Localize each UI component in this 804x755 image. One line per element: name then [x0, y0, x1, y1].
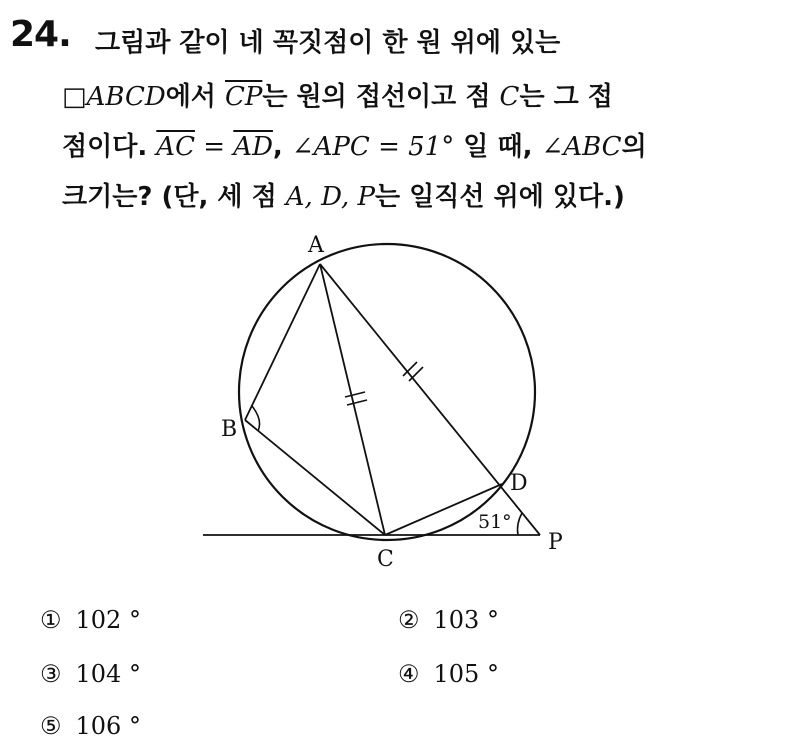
choice-5-value: 106 °	[75, 712, 141, 740]
angle-arc-p	[518, 513, 523, 535]
question-line-3	[62, 126, 647, 163]
question-text-3a: 점이다.	[62, 132, 148, 162]
comma: ,	[272, 132, 283, 162]
label-d: D	[510, 471, 528, 496]
tick-mark-ad-2	[409, 367, 423, 381]
question-line-2	[62, 76, 613, 113]
choice-1[interactable]	[40, 606, 141, 634]
label-a: A	[308, 233, 324, 258]
equals-sign: =	[194, 132, 234, 162]
choice-5-mark: ⑤	[40, 712, 62, 740]
circumscribed-circle	[239, 244, 535, 540]
segment-cp: $\overline{CP}$	[224, 82, 263, 112]
question-text-4b: 는 일직선 위에 있다.)	[375, 182, 625, 212]
quad-name: ABCD	[86, 82, 166, 112]
choice-2-mark: ②	[398, 606, 420, 634]
angle-label-51: 51°	[478, 511, 512, 533]
segment-ac: $\overline{AC}$	[156, 132, 195, 162]
question-text-3c: 일 때,	[463, 132, 533, 162]
label-p: P	[548, 530, 563, 555]
question-number: 24.	[10, 14, 71, 55]
question-line-1	[95, 22, 560, 59]
choice-4-mark: ④	[398, 660, 420, 688]
square-symbol: □	[62, 82, 87, 112]
tick-mark-ac-2	[347, 400, 367, 405]
angle-apc: ∠APC = 51°	[291, 132, 455, 162]
angle-abc: ∠ABC	[541, 132, 622, 162]
label-c: C	[377, 547, 394, 572]
label-b: B	[221, 417, 238, 442]
choice-4-value: 105 °	[433, 660, 499, 688]
question-text-4a: 크기는? (단, 세 점	[62, 182, 277, 212]
choice-1-mark: ①	[40, 606, 62, 634]
choice-3-mark: ③	[40, 660, 62, 688]
tick-mark-ac-1	[345, 392, 365, 397]
geometry-figure	[195, 222, 575, 582]
segment-ad: $\overline{AD}$	[233, 132, 273, 162]
question-text-1: 그림과 같이 네 꼭짓점이 한 원 위에 있는	[95, 28, 561, 58]
collinear-points: A, D, P	[285, 182, 376, 212]
choice-2[interactable]	[398, 606, 499, 634]
choice-3-value: 104 °	[75, 660, 141, 688]
choice-4[interactable]	[398, 660, 499, 688]
question-text-2a: 에서	[165, 82, 216, 112]
point-c: C	[499, 82, 520, 112]
question-text-3d: 의	[621, 132, 647, 162]
question-text-2b: 는 원의 접선이고 점	[262, 82, 491, 112]
question-text-2c: 는 그 접	[519, 82, 613, 112]
choice-3[interactable]	[40, 660, 141, 688]
choice-5[interactable]	[40, 712, 141, 740]
question-line-4	[62, 176, 625, 213]
choice-1-value: 102 °	[75, 606, 141, 634]
choice-2-value: 103 °	[433, 606, 499, 634]
